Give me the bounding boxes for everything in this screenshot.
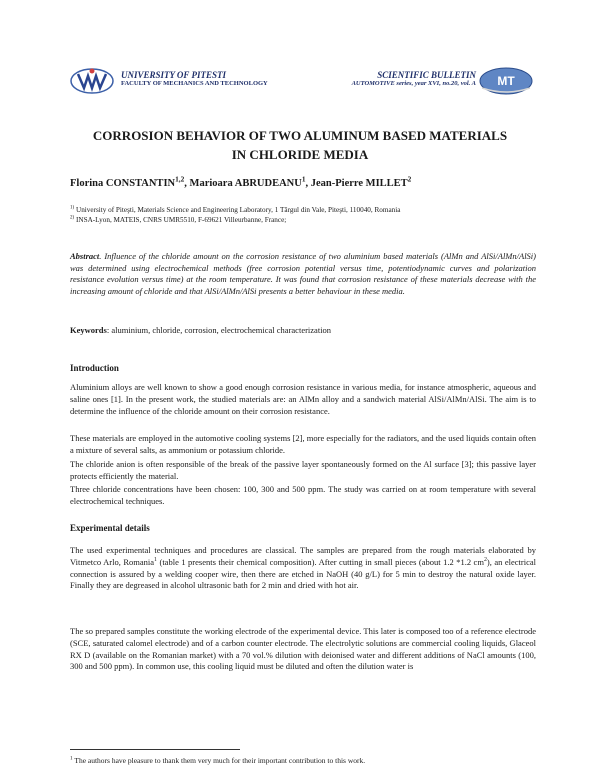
footnote-sup: 1 [70,755,73,762]
header-university: UNIVERSITY OF PITESTI [121,70,227,80]
affiliation-1-text: University of Piteşti, Materials Science and Engineering Laboratory, 1 Târgul din Vale, Piteşti, 110040, Romania [76,206,401,214]
author-3: Jean-Pierre MILLET [310,178,408,189]
title-line-2: IN CHLORIDE MEDIA [231,147,369,162]
experimental-heading: Experimental details [70,523,150,533]
title-line-1: CORROSION BEHAVIOR OF TWO ALUMINUM BASED MATERIALS [92,128,508,143]
authors: Florina CONSTANTIN$^{1,2}$, Marioara ABRUDEANU$^1$, Jean-Pierre MILLET$^2$ [70,174,412,189]
intro-paragraph-1: Aluminium alloys are well known to show a good enough corrosion resistance in various media, for instance atmospheric, aqueous and saline ones [1]. In the present work, the studied materials are: an AlMn alloy and a sandwich material AlSi/AlMn/AlSi. The aim is to determine the influence of the chloride amount on their corrosion resistance. [70,382,536,416]
affiliation-2 [70,215,540,225]
exp-p1-mid: (table 1 presents their chemical composition). After cutting in small pieces (about 1.2 *1.2 cm [157,556,484,567]
intro-paragraph-2: These materials are employed in the automotive cooling systems [2], more especially for the radiators, and the used liquids contain often a mixture of several salts, as ammonium or potassium chloride. [70,433,536,455]
author-1-sup: 1,2 [175,174,185,184]
author-3-sup: 2 [407,174,412,184]
footnote-text: The authors have pleasure to thank them very much for their important contribution to this work. [72,756,366,765]
paper-title [60,126,540,164]
keywords-text: : aluminium, chloride, corrosion, electrochemical characterization [106,325,332,335]
abstract-label: Abstract [70,251,100,261]
header-series: AUTOMOTIVE series, year XVI, no.20, vol. A [351,80,476,87]
affiliation-2-sup: 2) [70,215,75,221]
affiliation-1 [70,205,540,215]
footnote-rule [70,749,240,750]
affiliation-2-text: INSA-Lyon, MATEIS, CNRS UMR5510, F-69621 Villeurbanne, France; [76,216,287,224]
abstract-text: . Influence of the chloride amount on the corrosion resistance of two aluminium based materials (AlMn and AlSi/AlMn/AlSi) was determined using electrochemical methods (free corrosion potential versus time, potentiodynamic curves and polarization resistance evolution versus time) at the room temperature. It was found that corrosion resistance of these materials decrease with the increasing amount of chloride and that AlSi/AlMn/AlSi presents a better behaviour in these media. [70,251,536,296]
author-2-sup: 1 [301,174,306,184]
experimental-paragraph-2: The so prepared samples constitute the working electrode of the experimental device. This later is composed too of a reference electrode (SCE, saturated calomel electrode) and of a carbon counter electrode. The electrolytic solutions are commercial cooling liquids, Glaceol RX D (available on the Romanian market) with a 70 vol.% dilution with deionised water and different additions of NaCl amounts (100, 300 and 500 ppm). In common use, this cooling liquid must be diluted and often the dilution water is [70,626,536,672]
author-1: Florina CONSTANTIN [70,178,176,189]
intro-paragraph-4: Three chloride concentrations have been chosen: 100, 300 and 500 ppm. The study was carried on at room temperature with several electrochemical techniques. [70,484,536,506]
university-logo-icon [68,66,116,96]
bulletin-logo-icon [478,66,534,96]
abstract [70,251,536,297]
intro-heading: Introduction [70,363,119,373]
keywords [70,325,331,335]
exp-p1-sup2: 2 [483,556,487,563]
keywords-label: Keywords [70,325,107,335]
footnote [70,756,365,765]
header-faculty: FACULTY OF MECHANICS AND TECHNOLOGY [121,80,268,87]
author-2: Marioara ABRUDEANU [189,178,302,189]
svg-text:MT: MT [497,74,515,88]
exp-p1-start: The used experimental techniques and procedures are classical. The samples are prepared from the rough materials elaborated by Vitmetco Arlo, Romania [70,545,536,567]
experimental-paragraph-1 [70,545,536,592]
intro-paragraph-3: The chloride anion is often responsible of the break of the passive layer spontaneously formed on the Al surface [3]; this passive layer protects efficiently the material. [70,459,536,481]
header-bulletin: SCIENTIFIC BULLETIN [377,70,476,80]
affiliation-1-sup: 1) [70,205,75,211]
exp-p1-end: ), an electrical connection is assured by a welding cooper wire, then there are etched in NaOH (40 g/L) for 5 min to destroy the natural oxide layer. Finally they are degreased in alcohol ultrasonic bath for 2 min and dried with hot air. [70,556,537,591]
exp-p1-sup: 1 [154,556,157,563]
